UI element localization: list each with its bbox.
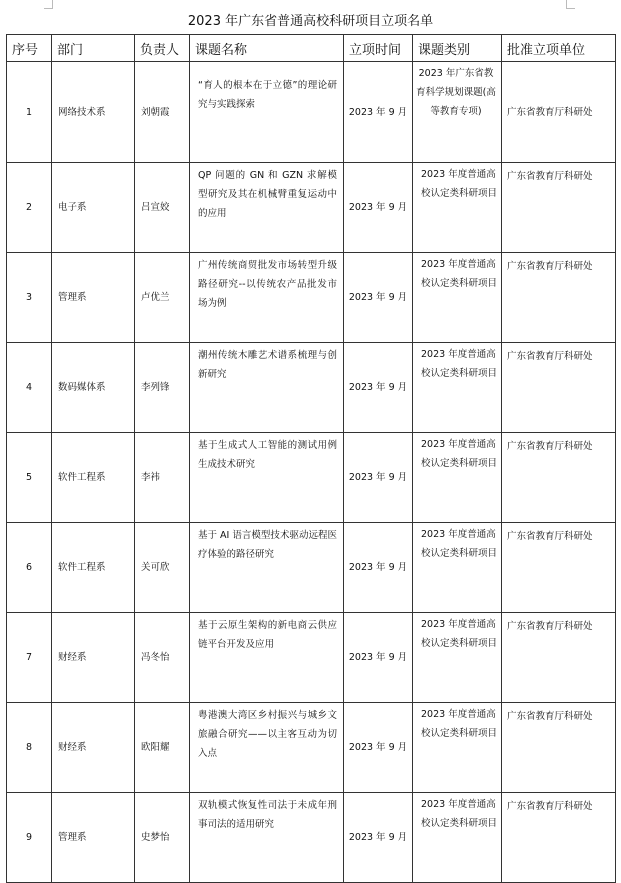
cell-topic: 粤港澳大湾区乡村振兴与城乡文旅融合研究——以主客互动为切入点 [190, 703, 344, 793]
cell-unit: 广东省教育厅科研处 [502, 613, 616, 703]
header-time: 立项时间 [344, 35, 413, 62]
cell-topic: 基于 AI 语言模型技术驱动远程医疗体验的路径研究 [190, 523, 344, 613]
cell-topic: 基于生成式人工智能的测试用例生成技术研究 [190, 433, 344, 523]
cell-seq: 5 [7, 433, 52, 523]
table-row [7, 163, 616, 253]
cell-time: 2023 年 9 月 [344, 703, 413, 793]
cell-seq: 7 [7, 613, 52, 703]
header-unit: 批准立项单位 [502, 35, 616, 62]
cell-seq: 6 [7, 523, 52, 613]
cell-unit: 广东省教育厅科研处 [502, 703, 616, 793]
table-row [7, 62, 616, 163]
table-row [7, 343, 616, 433]
cell-topic: 广州传统商贸批发市场转型升级路径研究--以传统农产品批发市场为例 [190, 253, 344, 343]
cell-leader: 卢优兰 [135, 253, 190, 343]
table-row [7, 793, 616, 883]
cell-topic: 基于云原生架构的新电商云供应链平台开发及应用 [190, 613, 344, 703]
cell-unit: 广东省教育厅科研处 [502, 523, 616, 613]
cell-dept: 软件工程系 [52, 523, 135, 613]
cell-dept: 财经系 [52, 703, 135, 793]
header-dept: 部门 [52, 35, 135, 62]
cell-category: 2023 年度普通高校认定类科研项目 [413, 613, 502, 703]
cell-dept: 数码媒体系 [52, 343, 135, 433]
table-row [7, 523, 616, 613]
cell-leader: 关可欣 [135, 523, 190, 613]
cell-time: 2023 年 9 月 [344, 613, 413, 703]
cell-time: 2023 年 9 月 [344, 343, 413, 433]
cell-topic: 双轨模式恢复性司法于未成年刑事司法的适用研究 [190, 793, 344, 883]
table-row [7, 613, 616, 703]
table-header-row [7, 35, 616, 62]
cell-time: 2023 年 9 月 [344, 62, 413, 163]
cell-seq: 3 [7, 253, 52, 343]
header-category: 课题类别 [413, 35, 502, 62]
cell-dept: 软件工程系 [52, 433, 135, 523]
cell-category: 2023 年度普通高校认定类科研项目 [413, 703, 502, 793]
cell-category: 2023 年广东省教育科学规划课题(高等教育专项) [413, 62, 502, 163]
cell-time: 2023 年 9 月 [344, 253, 413, 343]
project-table [6, 34, 616, 883]
document-title: 2023 年广东省普通高校科研项目立项名单 [187, 14, 434, 29]
cell-dept: 管理系 [52, 253, 135, 343]
page-corner-mark [44, 0, 53, 9]
cell-category: 2023 年度普通高校认定类科研项目 [413, 253, 502, 343]
table-row [7, 253, 616, 343]
cell-time: 2023 年 9 月 [344, 523, 413, 613]
cell-category: 2023 年度普通高校认定类科研项目 [413, 433, 502, 523]
cell-category: 2023 年度普通高校认定类科研项目 [413, 343, 502, 433]
cell-dept: 电子系 [52, 163, 135, 253]
cell-seq: 4 [7, 343, 52, 433]
cell-dept: 网络技术系 [52, 62, 135, 163]
cell-time: 2023 年 9 月 [344, 433, 413, 523]
cell-seq: 8 [7, 703, 52, 793]
cell-time: 2023 年 9 月 [344, 793, 413, 883]
cell-dept: 财经系 [52, 613, 135, 703]
cell-time: 2023 年 9 月 [344, 163, 413, 253]
cell-leader: 李祎 [135, 433, 190, 523]
cell-seq: 9 [7, 793, 52, 883]
header-topic: 课题名称 [190, 35, 344, 62]
cell-leader: 李列锋 [135, 343, 190, 433]
cell-leader: 吕宣姣 [135, 163, 190, 253]
cell-unit: 广东省教育厅科研处 [502, 62, 616, 163]
cell-seq: 1 [7, 62, 52, 163]
cell-unit: 广东省教育厅科研处 [502, 433, 616, 523]
cell-unit: 广东省教育厅科研处 [502, 793, 616, 883]
cell-unit: 广东省教育厅科研处 [502, 253, 616, 343]
cell-leader: 刘朝霞 [135, 62, 190, 163]
cell-dept: 管理系 [52, 793, 135, 883]
table-row [7, 433, 616, 523]
cell-category: 2023 年度普通高校认定类科研项目 [413, 523, 502, 613]
header-seq: 序号 [7, 35, 52, 62]
cell-topic: QP 问题的 GN 和 GZN 求解模型研究及其在机械臂重复运动中的应用 [190, 163, 344, 253]
cell-topic: “育人的根本在于立德”的理论研究与实践探索 [190, 62, 344, 163]
table-row [7, 703, 616, 793]
cell-category: 2023 年度普通高校认定类科研项目 [413, 163, 502, 253]
cell-unit: 广东省教育厅科研处 [502, 163, 616, 253]
cell-leader: 史梦怡 [135, 793, 190, 883]
cell-topic: 潮州传统木雕艺术谱系梳理与创新研究 [190, 343, 344, 433]
cell-category: 2023 年度普通高校认定类科研项目 [413, 793, 502, 883]
header-leader: 负责人 [135, 35, 190, 62]
cell-unit: 广东省教育厅科研处 [502, 343, 616, 433]
page-corner-mark [566, 0, 575, 9]
cell-leader: 冯冬怡 [135, 613, 190, 703]
cell-leader: 欧阳耀 [135, 703, 190, 793]
cell-seq: 2 [7, 163, 52, 253]
